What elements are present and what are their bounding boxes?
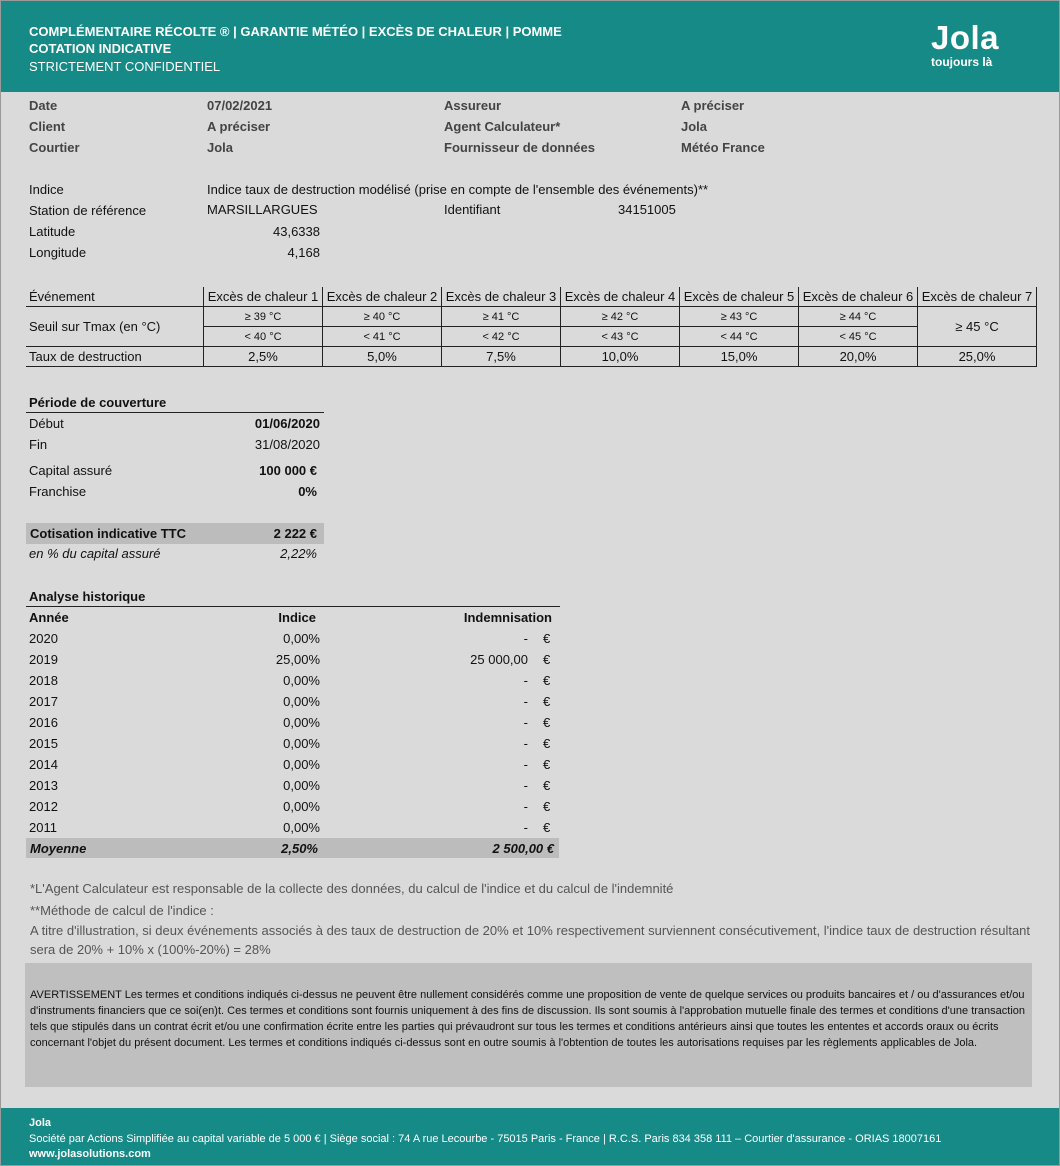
events-header-row	[26, 287, 1037, 307]
history-currency: €	[543, 652, 551, 667]
history-indem: -	[523, 820, 528, 835]
seuil-max: < 43 °C	[561, 327, 680, 347]
col-indem: Indemnisation	[463, 610, 552, 625]
identifiant-value: 34151005	[618, 202, 676, 217]
seuil-max: < 45 °C	[799, 327, 918, 347]
indice-label: Indice	[29, 182, 64, 197]
history-currency: €	[543, 715, 551, 730]
logo-name: Jola	[931, 19, 1000, 56]
history-indice: 0,00%	[283, 673, 320, 688]
seuil-max: < 42 °C	[442, 327, 561, 347]
history-indice: 0,00%	[283, 715, 320, 730]
fin-label: Fin	[29, 437, 48, 452]
fournisseur-value: Météo France	[681, 140, 765, 155]
identifiant-label: Identifiant	[444, 202, 501, 217]
client-value: A préciser	[207, 119, 271, 134]
debut-value: 01/06/2020	[254, 416, 320, 431]
fournisseur-label: Fournisseur de données	[444, 140, 595, 155]
agent-label: Agent Calculateur*	[444, 119, 561, 134]
col-indice: Indice	[278, 610, 316, 625]
seuil-min: ≥ 40 °C	[323, 307, 442, 327]
history-indem: -	[523, 715, 528, 730]
seuil-min: ≥ 41 °C	[442, 307, 561, 327]
avg-label: Moyenne	[30, 841, 87, 856]
history-currency: €	[543, 778, 551, 793]
avg-indice: 2,50%	[281, 841, 318, 856]
history-currency: €	[543, 736, 551, 751]
cotisation-label: Cotisation indicative TTC	[30, 526, 187, 541]
footer-website[interactable]: www.jolasolutions.com	[29, 1148, 151, 1160]
event-name: Excès de chaleur 3	[442, 287, 561, 307]
footer-legal: Société par Actions Simplifiée au capital variable de 5 000 € | Siège social : 74 A rue Lecourbe - 75015 Paris - France | R.C.S. Paris 834 358 111 – Courtier d'assurance - ORIAS 18007161	[29, 1133, 942, 1145]
pct-label: en % du capital assuré	[29, 546, 161, 561]
document-title: COMPLÉMENTAIRE RÉCOLTE ® | GARANTIE MÉTÉO | EXCÈS DE CHALEUR | POMME	[29, 24, 562, 39]
seuil-max: < 44 °C	[680, 327, 799, 347]
event-name: Excès de chaleur 5	[680, 287, 799, 307]
jola-logo	[931, 21, 1031, 69]
event-name: Excès de chaleur 1	[204, 287, 323, 307]
history-indem: -	[523, 799, 528, 814]
seuil-row-min	[26, 307, 1037, 327]
capital-label: Capital assuré	[29, 463, 113, 478]
history-year: 2014	[29, 757, 58, 772]
cotisation-value: 2 222 €	[273, 526, 317, 541]
event-label: Événement	[26, 287, 204, 307]
seuil-max: < 40 °C	[204, 327, 323, 347]
event-name: Excès de chaleur 4	[561, 287, 680, 307]
station-label: Station de référence	[29, 203, 147, 218]
history-currency: €	[543, 799, 551, 814]
avg-indem: 2 500,00 €	[492, 841, 554, 856]
logo-tagline: toujours là	[931, 55, 993, 69]
col-year: Année	[29, 610, 69, 625]
history-indice: 0,00%	[283, 694, 320, 709]
seuil-max: < 41 °C	[323, 327, 442, 347]
history-indice: 0,00%	[283, 757, 320, 772]
latitude-value: 43,6338	[273, 224, 320, 239]
longitude-value: 4,168	[287, 245, 320, 260]
franchise-label: Franchise	[29, 484, 87, 499]
taux-value: 10,0%	[561, 347, 680, 367]
station-value: MARSILLARGUES	[207, 202, 318, 217]
franchise-value: 0%	[298, 484, 317, 499]
history-year: 2011	[29, 820, 57, 835]
history-year: 2018	[29, 673, 58, 688]
seuil-min: ≥ 39 °C	[204, 307, 323, 327]
date-label: Date	[29, 98, 58, 113]
courtier-label: Courtier	[29, 140, 80, 155]
events-table	[26, 287, 1037, 367]
history-year: 2012	[29, 799, 58, 814]
assureur-value: A préciser	[681, 98, 745, 113]
history-divider	[26, 606, 560, 607]
method-note: **Méthode de calcul de l'indice :	[30, 903, 214, 918]
history-indem: 25 000,00	[470, 652, 528, 667]
seuil-min: ≥ 43 °C	[680, 307, 799, 327]
event-name: Excès de chaleur 2	[323, 287, 442, 307]
example-line1: A titre d'illustration, si deux événements associés à des taux de destruction de 20% et 10% respectivement surviennent consécutivement, l'indice taux de destruction résultant	[30, 923, 1031, 938]
date-value: 07/02/2021	[207, 98, 273, 113]
history-currency: €	[543, 694, 551, 709]
history-indem: -	[523, 757, 528, 772]
history-year: 2017	[29, 694, 58, 709]
history-indice: 0,00%	[283, 778, 320, 793]
seuil-label: Seuil sur Tmax (en °C)	[26, 307, 204, 347]
example-line2: sera de 20% + 10% x (100%-20%) = 28%	[30, 942, 271, 957]
taux-value: 15,0%	[680, 347, 799, 367]
history-indem: -	[523, 778, 528, 793]
document-subtitle: COTATION INDICATIVE	[29, 41, 172, 56]
debut-label: Début	[29, 416, 64, 431]
taux-value: 7,5%	[442, 347, 561, 367]
taux-row	[26, 347, 1037, 367]
pct-value: 2,22%	[280, 546, 317, 561]
taux-value: 20,0%	[799, 347, 918, 367]
courtier-value: Jola	[207, 140, 234, 155]
history-currency: €	[543, 820, 551, 835]
coverage-divider	[26, 412, 324, 413]
warning-box	[25, 963, 1032, 1087]
taux-value: 25,0%	[918, 347, 1037, 367]
agent-value: Jola	[681, 119, 708, 134]
history-indem: -	[523, 736, 528, 751]
coverage-title: Période de couverture	[29, 395, 167, 410]
history-indice: 0,00%	[283, 820, 320, 835]
footer-banner	[1, 1108, 1059, 1165]
latitude-label: Latitude	[29, 224, 76, 239]
footer-company: Jola	[29, 1117, 52, 1129]
history-year: 2019	[29, 652, 58, 667]
seuil-min: ≥ 42 °C	[561, 307, 680, 327]
history-year: 2016	[29, 715, 58, 730]
agent-note: *L'Agent Calculateur est responsable de la collecte des données, du calcul de l'indice et du calcul de l'indemnité	[30, 881, 674, 896]
event-name: Excès de chaleur 7	[918, 287, 1037, 307]
header-banner	[1, 1, 1059, 92]
history-year: 2015	[29, 736, 58, 751]
seuil-last: ≥ 45 °C	[918, 307, 1037, 347]
history-indem: -	[523, 631, 528, 646]
event-name: Excès de chaleur 6	[799, 287, 918, 307]
history-indice: 0,00%	[283, 631, 320, 646]
confidentiality-label: STRICTEMENT CONFIDENTIEL	[29, 59, 221, 74]
seuil-min: ≥ 44 °C	[799, 307, 918, 327]
fin-value: 31/08/2020	[254, 437, 320, 452]
history-indem: -	[523, 673, 528, 688]
history-indice: 25,00%	[275, 652, 320, 667]
history-currency: €	[543, 673, 551, 688]
assureur-label: Assureur	[444, 98, 502, 113]
warning-text: AVERTISSEMENT Les termes et conditions indiqués ci-dessus ne peuvent être nullement considérés comme une proposition de vente de quelque services ou produits bancaires et / ou d'assurances et/ou d'instruments financiers que ce soi(en)t. Ces termes et conditions sont fournis uniquement à des fins de discussion. Ils sont soumis à l'approbation mutuelle finale des termes et conditions d'une transaction tels que stipulés dans un contrat écrit et/ou une confirmation écrite entre les parties qui prévaudront sur tous les termes et conditions antérieurs ainsi que toutes les ententes et accords oraux ou écrits concernant l'objet du présent document. Les termes et conditions indiqués ci-dessus sont en outre soumis à l'obtention de toutes les autorisations requises par les règlements applicables de Jola.	[30, 989, 1025, 1049]
history-currency: €	[543, 631, 551, 646]
client-label: Client	[29, 119, 66, 134]
history-currency: €	[543, 757, 551, 772]
history-indice: 0,00%	[283, 736, 320, 751]
history-year: 2020	[29, 631, 58, 646]
capital-value: 100 000 €	[259, 463, 317, 478]
history-indem: -	[523, 694, 528, 709]
history-indice: 0,00%	[283, 799, 320, 814]
longitude-label: Longitude	[29, 245, 87, 260]
taux-value: 5,0%	[323, 347, 442, 367]
taux-label: Taux de destruction	[26, 347, 204, 367]
taux-value: 2,5%	[204, 347, 323, 367]
history-title: Analyse historique	[29, 589, 146, 604]
indice-value: Indice taux de destruction modélisé (prise en compte de l'ensemble des événements)**	[207, 182, 709, 197]
history-year: 2013	[29, 778, 58, 793]
